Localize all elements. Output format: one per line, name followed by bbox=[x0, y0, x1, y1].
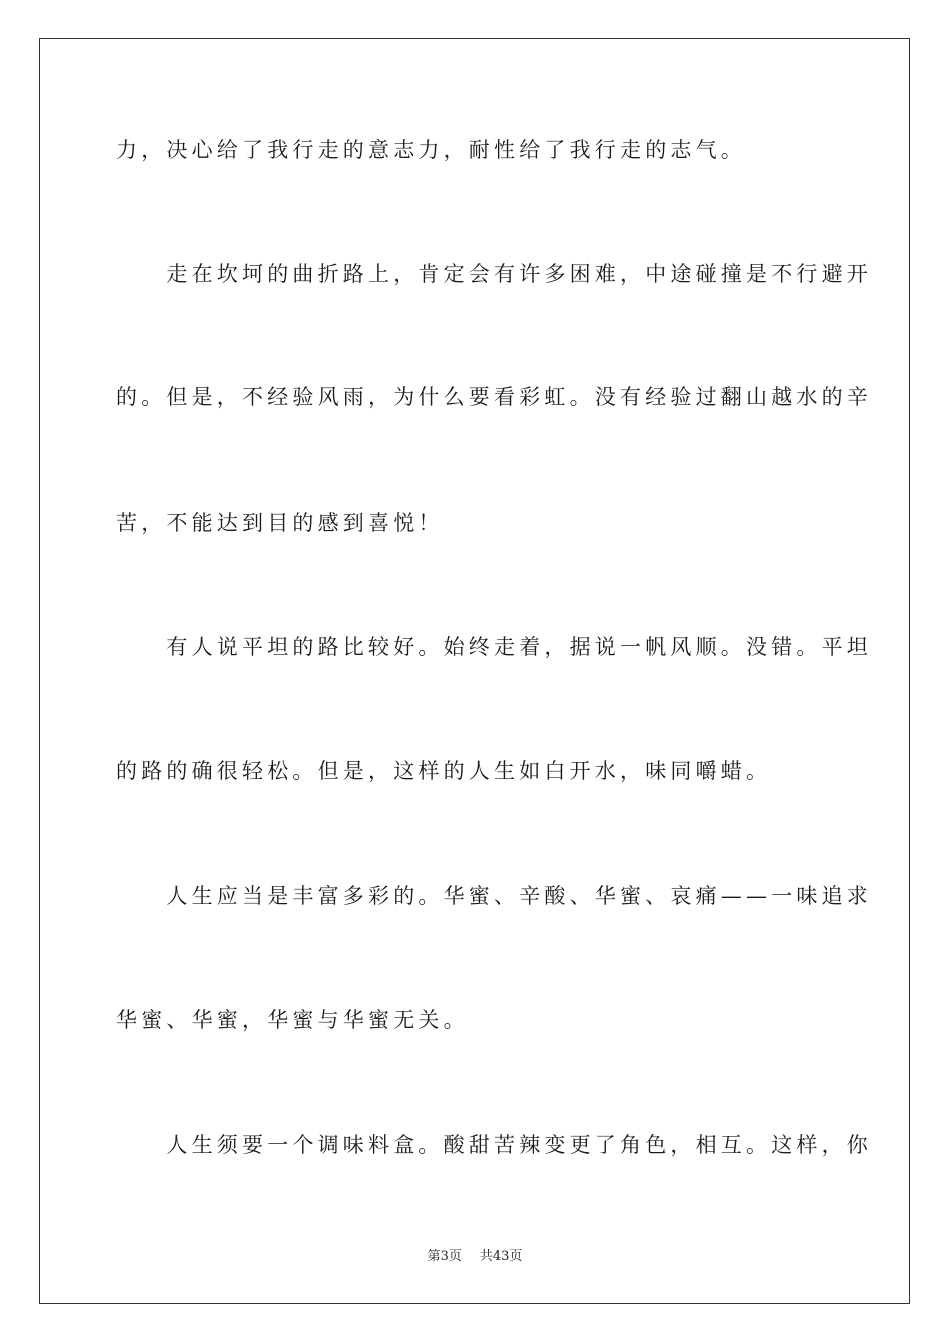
text-line: 的路的确很轻松。但是，这样的人生如白开水，味同嚼蜡。 bbox=[116, 759, 772, 783]
text-line: 力，决心给了我行走的意志力，耐性给了我行走的志气。 bbox=[116, 138, 746, 162]
page-frame bbox=[39, 38, 910, 1304]
text-line: 有人说平坦的路比较好。始终走着，据说一帆风顺。没错。平坦 bbox=[116, 635, 872, 659]
text-line: 华蜜、华蜜，华蜜与华蜜无关。 bbox=[116, 1008, 469, 1032]
text-line: 的。但是，不经验风雨，为什么要看彩虹。没有经验过翻山越水的辛 bbox=[116, 385, 872, 409]
page-total: 共43页 bbox=[479, 1249, 523, 1264]
page-number: 第3页 bbox=[427, 1249, 462, 1264]
text-line: 苦，不能达到目的感到喜悦！ bbox=[116, 511, 444, 535]
text-line: 走在坎坷的曲折路上，肯定会有许多困难，中途碰撞是不行避开 bbox=[116, 262, 872, 286]
page-footer bbox=[0, 1248, 950, 1266]
text-line: 人生应当是丰富多彩的。华蜜、辛酸、华蜜、哀痛——一味追求 bbox=[116, 884, 872, 908]
text-line: 人生须要一个调味料盒。酸甜苦辣变更了角色，相互。这样，你 bbox=[116, 1133, 872, 1157]
